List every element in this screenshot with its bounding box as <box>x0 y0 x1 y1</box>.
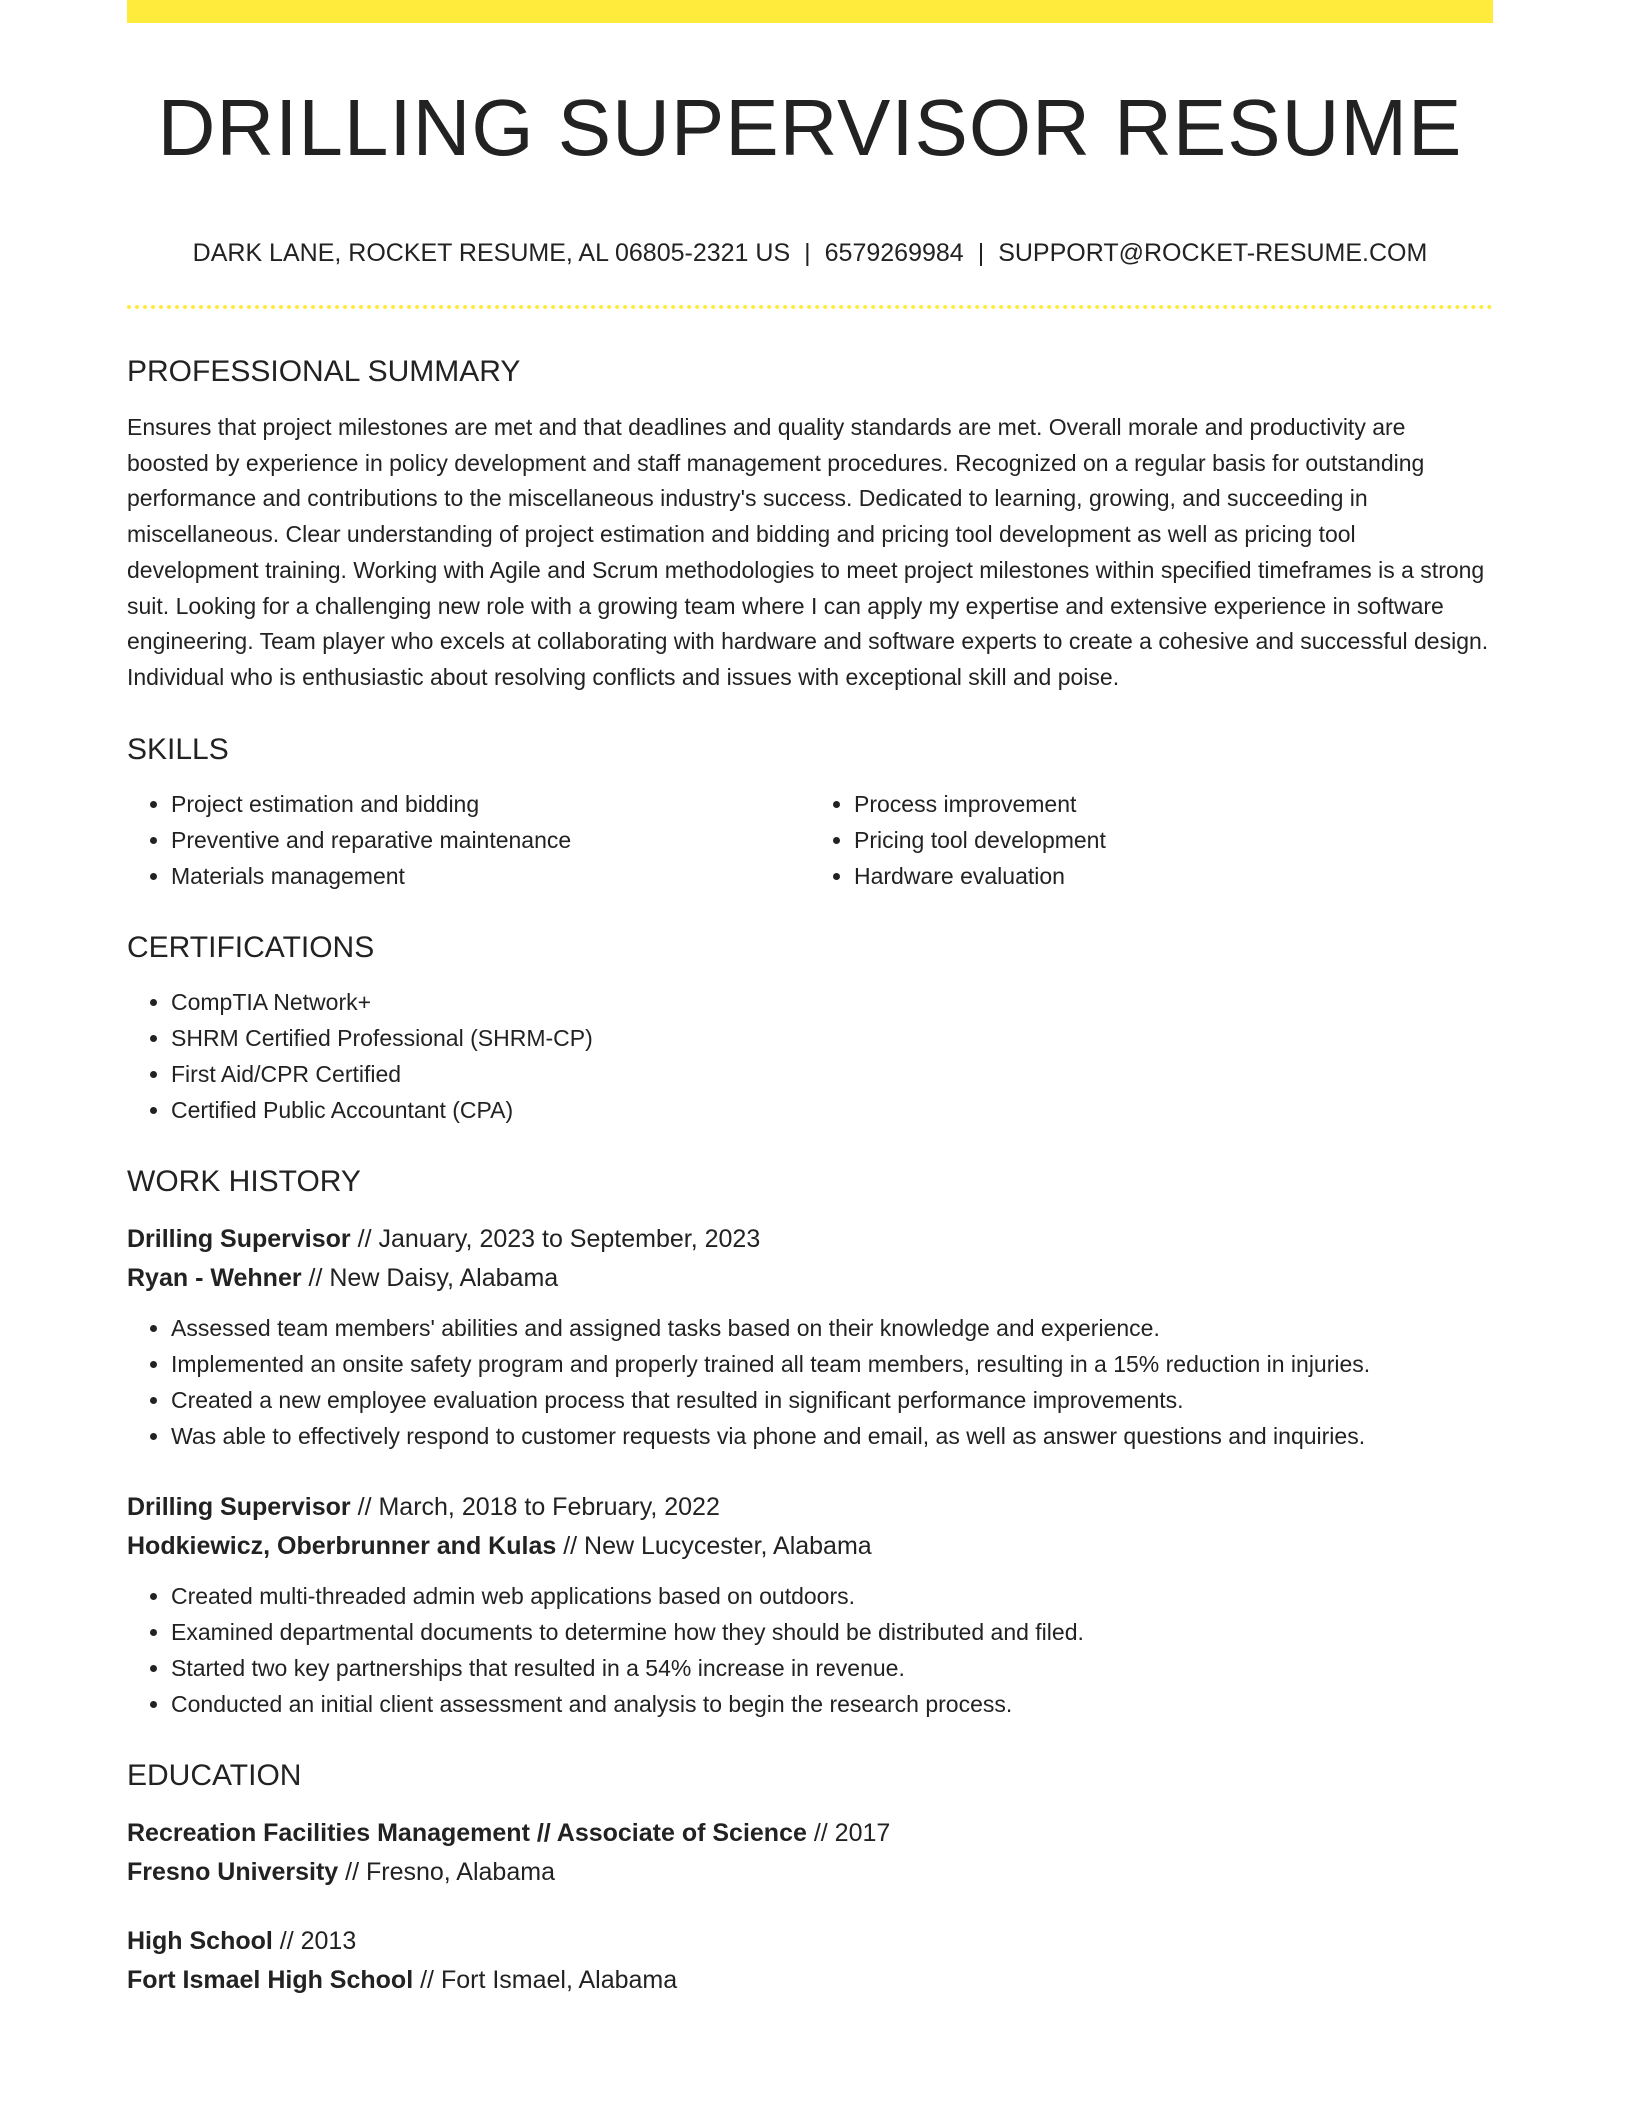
education-entry <box>127 1922 1493 2000</box>
job-bullet: • Was able to effectively respond to customer requests via phone and email, as well as answer questions and inquiries. <box>171 1418 1493 1454</box>
job-bullet: • Assessed team members' abilities and assigned tasks based on their knowledge and experience. <box>171 1310 1493 1346</box>
certifications-heading: CERTIFICATIONS <box>127 930 375 964</box>
job-company: Ryan - Wehner <box>127 1263 302 1292</box>
summary-text: Ensures that project milestones are met and that deadlines and quality standards are met. Overall morale and productivity are boosted by experience in policy development and staff management procedures. Recognized on a regular basis for outstanding performance and contributions to the miscellaneous industry's success. Dedicated to learning, growing, and succeeding in miscellaneous. Clear understanding of project estimation and bidding and pricing tool development as well as pricing tool development training. Working with Agile and Scrum methodologies to meet project milestones within specified timeframes is a strong suit. Looking for a challenging new role with a growing team where I can apply my expertise and extensive experience in software engineering. Team player who excels at collaborating with hardware and software experts to create a cohesive and successful design. Individual who is enthusiastic about resolving conflicts and issues with exceptional skill and poise. <box>127 414 1489 690</box>
job-bullets <box>127 1578 1493 1722</box>
job-location: New Daisy, Alabama <box>329 1263 559 1292</box>
job-separator: // <box>556 1531 585 1560</box>
job-separator: // <box>350 1224 379 1253</box>
certification-item: • SHRM Certified Professional (SHRM-CP) <box>171 1020 1493 1056</box>
skill-item: • Process improvement <box>854 786 1493 822</box>
job-title: Drilling Supervisor <box>127 1224 351 1253</box>
skill-item: • Preventive and reparative maintenance <box>171 822 810 858</box>
skills-list-left <box>127 786 810 894</box>
job-title-line <box>127 1488 1493 1527</box>
contact-line <box>127 236 1493 270</box>
education-section <box>127 1756 1493 2000</box>
contact-phone: 6579269984 <box>824 239 964 267</box>
education-school: Fresno University <box>127 1857 339 1886</box>
job-company: Hodkiewicz, Oberbrunner and Kulas <box>127 1531 557 1560</box>
resume-title: DRILLING SUPERVISOR RESUME <box>157 83 1463 172</box>
education-year: 2013 <box>300 1926 357 1955</box>
skill-item: • Hardware evaluation <box>854 858 1493 894</box>
education-entry <box>127 1814 1493 1892</box>
education-separator: // <box>338 1857 366 1886</box>
certifications-section <box>127 928 1493 1128</box>
work-history-heading: WORK HISTORY <box>127 1164 361 1198</box>
skill-item: • Pricing tool development <box>854 822 1493 858</box>
job-title: Drilling Supervisor <box>127 1492 351 1521</box>
contact-email: SUPPORT@ROCKET-RESUME.COM <box>998 239 1428 267</box>
header-divider <box>127 305 1493 309</box>
job-company-line <box>127 1527 1493 1566</box>
job-bullet: • Created a new employee evaluation process that resulted in significant performance improvements. <box>171 1382 1493 1418</box>
education-location: Fresno, Alabama <box>365 1857 555 1886</box>
job-bullet: • Started two key partnerships that resulted in a 54% increase in revenue. <box>171 1650 1493 1686</box>
education-separator: // <box>413 1965 441 1994</box>
job-dates: January, 2023 to September, 2023 <box>378 1224 761 1253</box>
job-entry <box>127 1220 1493 1454</box>
job-dates: March, 2018 to February, 2022 <box>378 1492 720 1521</box>
education-heading: EDUCATION <box>127 1758 302 1792</box>
skills-list-right <box>810 786 1493 894</box>
education-school: Fort Ismael High School <box>127 1965 414 1994</box>
certifications-list <box>127 984 1493 1128</box>
job-bullet: • Implemented an onsite safety program and properly trained all team members, resulting in a 15% reduction in injuries. <box>171 1346 1493 1382</box>
education-school-line <box>127 1853 1493 1892</box>
job-company-line <box>127 1259 1493 1298</box>
contact-separator: | <box>804 239 811 267</box>
certification-item: • First Aid/CPR Certified <box>171 1056 1493 1092</box>
job-bullet: • Examined departmental documents to determine how they should be distributed and filed. <box>171 1614 1493 1650</box>
summary-heading: PROFESSIONAL SUMMARY <box>127 355 521 388</box>
top-accent-bar <box>127 0 1493 23</box>
skill-item: • Materials management <box>171 858 810 894</box>
skills-section <box>127 730 1493 894</box>
resume-body <box>127 352 1493 2000</box>
job-separator: // <box>301 1263 330 1292</box>
skills-grid <box>127 786 1493 894</box>
certification-item: • CompTIA Network+ <box>171 984 1493 1020</box>
education-separator: // <box>806 1818 835 1847</box>
education-degree-line <box>127 1814 1493 1853</box>
job-bullets <box>127 1310 1493 1454</box>
education-degree-line <box>127 1922 1493 1961</box>
summary-section <box>127 352 1493 696</box>
skill-item: • Project estimation and bidding <box>171 786 810 822</box>
job-entry <box>127 1488 1493 1722</box>
education-location: Fort Ismael, Alabama <box>440 1965 678 1994</box>
education-separator: // <box>272 1926 301 1955</box>
skills-heading: SKILLS <box>127 732 229 766</box>
job-title-line <box>127 1220 1493 1259</box>
contact-separator: | <box>977 239 985 267</box>
education-degree: Recreation Facilities Management // Associate of Science <box>127 1818 807 1847</box>
education-school-line <box>127 1961 1493 2000</box>
job-bullet: • Conducted an initial client assessment and analysis to begin the research process. <box>171 1686 1493 1722</box>
education-degree: High School <box>127 1926 273 1955</box>
job-separator: // <box>350 1492 379 1521</box>
contact-address: DARK LANE, ROCKET RESUME, AL 06805-2321 US <box>192 239 791 267</box>
education-year: 2017 <box>834 1818 891 1847</box>
certification-item: • Certified Public Accountant (CPA) <box>171 1092 1493 1128</box>
job-bullet: • Created multi-threaded admin web applications based on outdoors. <box>171 1578 1493 1614</box>
job-location: New Lucycester, Alabama <box>584 1531 872 1560</box>
work-history-section <box>127 1162 1493 1722</box>
